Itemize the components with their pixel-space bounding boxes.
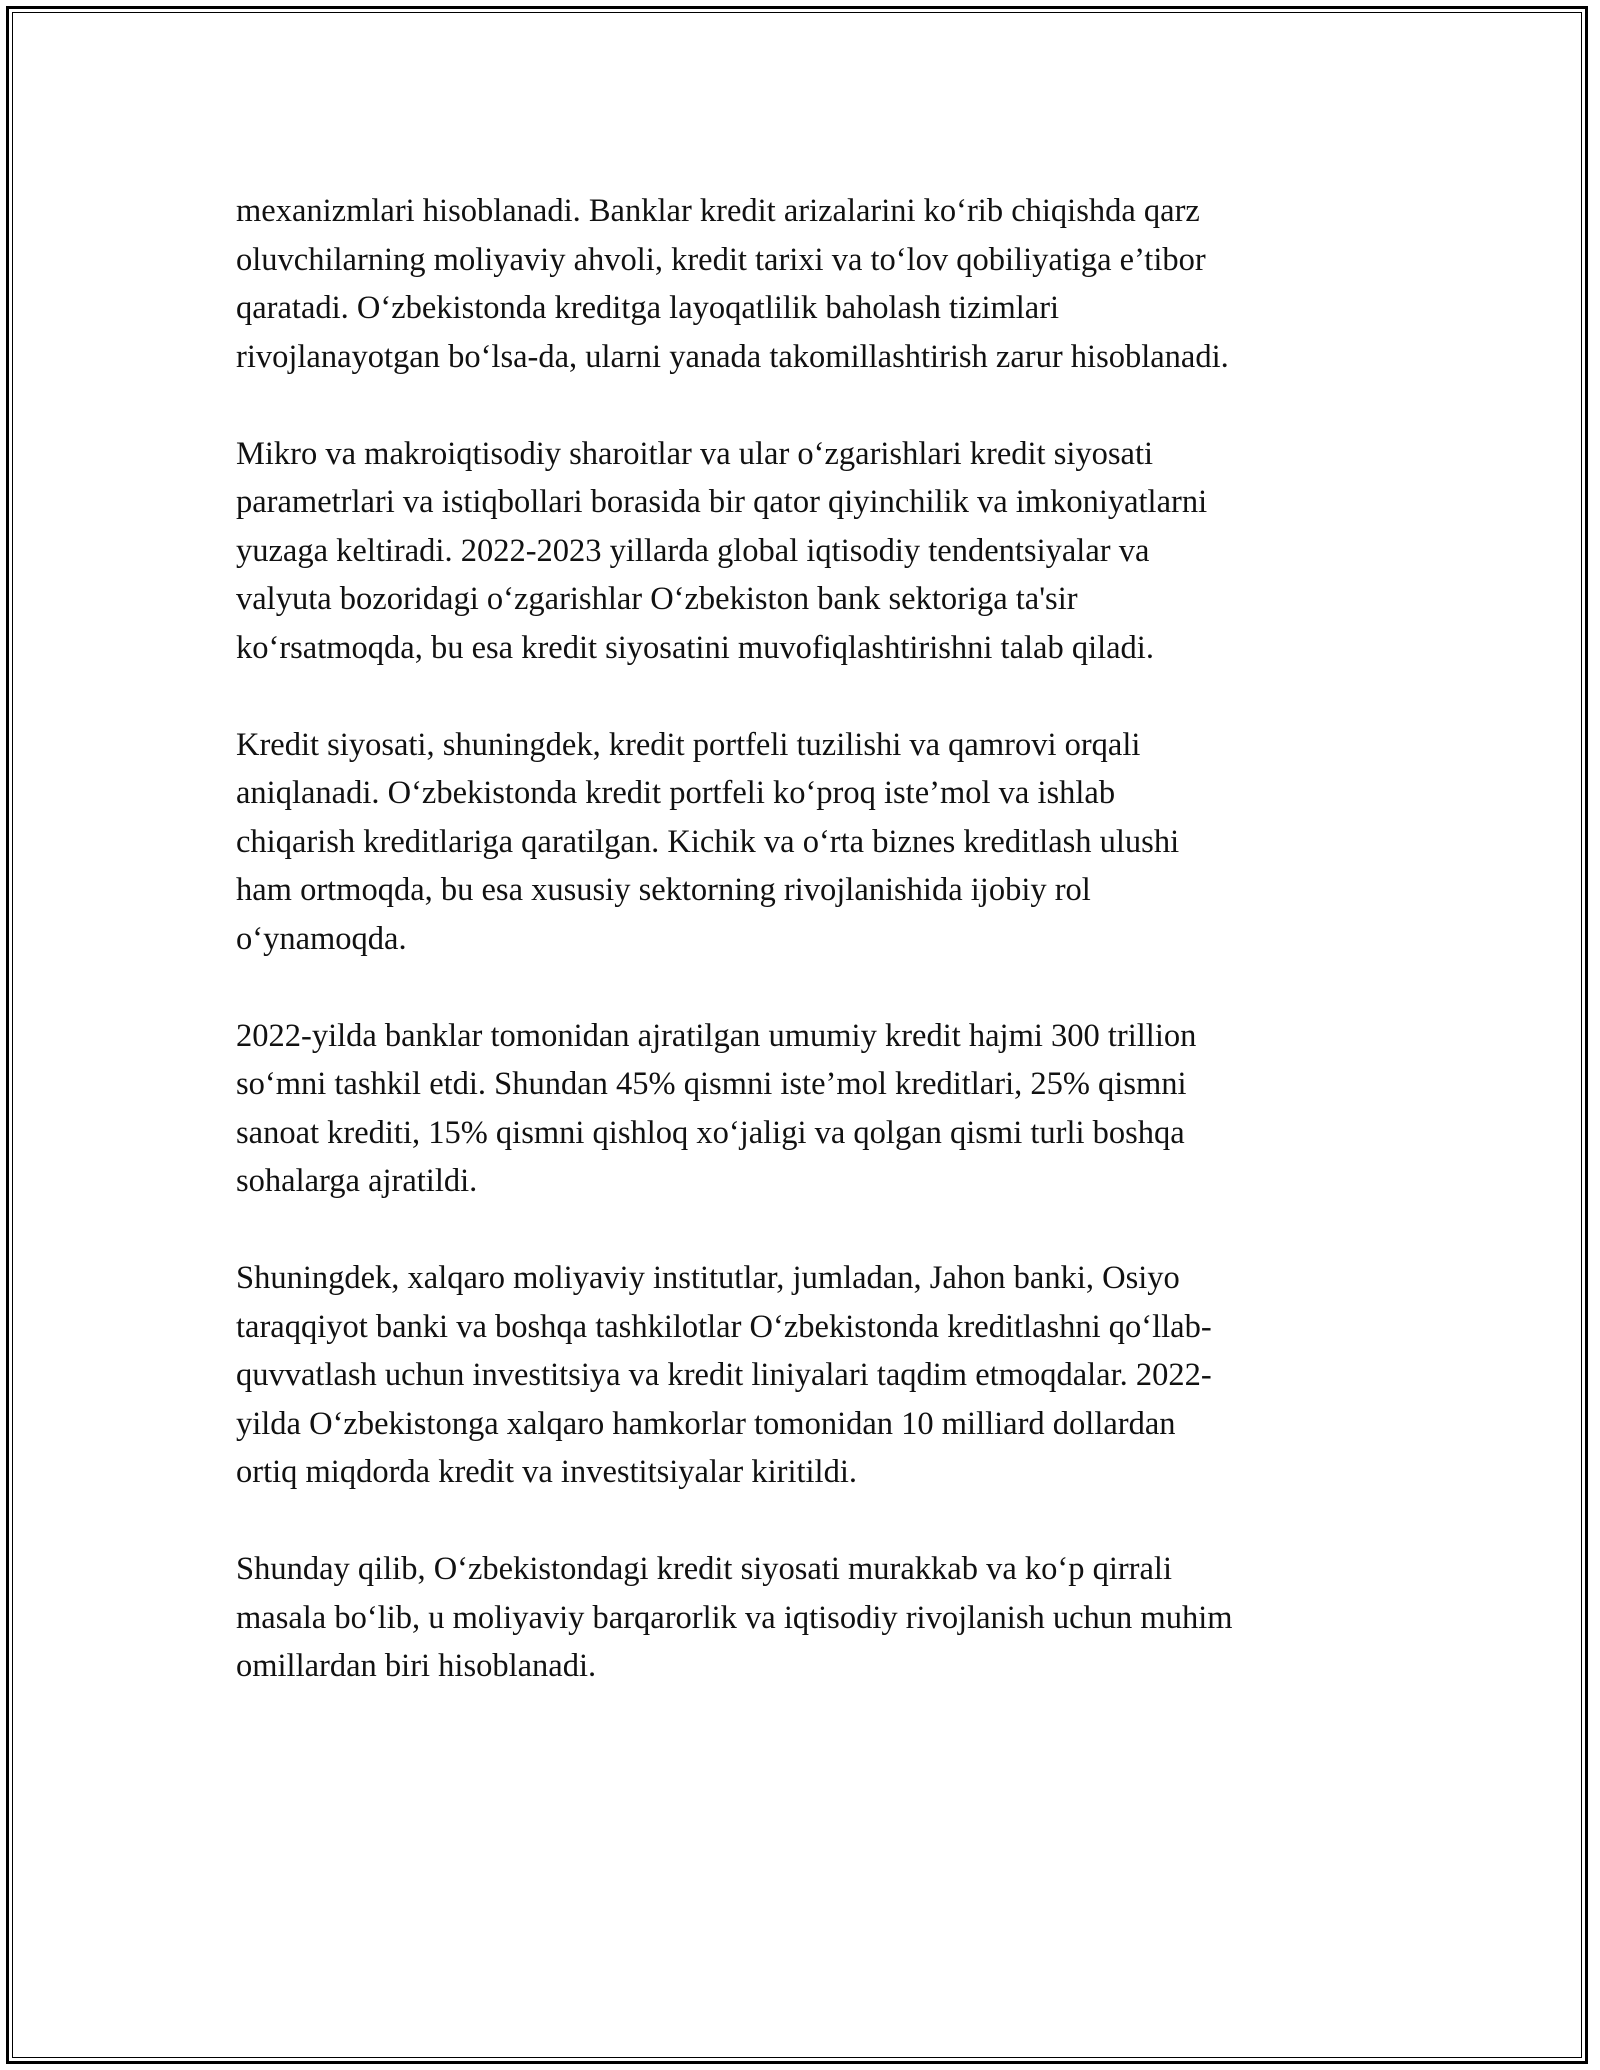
paragraph-conclusion: Shunday qilib, O‘zbekistondagi kredit siyosati murakkab va ko‘p qirrali masala bo‘lib, u moliyaviy barqarorlik va iqtisodiy rivojlanish uchun muhim omillardan biri hisoblanadi. [236,1551,1233,1684]
paragraph-macro-conditions: Mikro va makroiqtisodiy sharoitlar va ular o‘zgarishlari kredit siyosati parametrlari va istiqbollari borasida bir qator qiyinchilik va imkoniyatlarni yuzaga keltiradi. 2022-2023 yillarda global iqtisodiy tendentsiyalar va valyuta bozoridagi o‘zgarishlar O‘zbekiston bank sektoriga ta'sir ko‘rsatmoqda, bu esa kredit siyosatini muvofiqlashtirishni talab qiladi. [236,435,1208,666]
paragraph-international-institutions: Shuningdek, xalqaro moliyaviy institutlar, jumladan, Jahon banki, Osiyo taraqqiyot banki va boshqa tashkilotlar O‘zbekistonda kreditlashni qo‘llab- quvvatlash uchun investitsiya va kredit liniyalari taqdim etmoqdalar. 2022- yilda O‘zbekistonga xalqaro hamkorlar tomonidan 10 milliard dollardan ortiq miqdorda kredit va investitsiyalar kiritildi. [236,1260,1212,1490]
paragraph-credit-assessment: mexanizmlari hisoblanadi. Banklar kredit arizalarini ko‘rib chiqishda qarz oluvchilarning moliyaviy ahvoli, kredit tarixi va to‘lov qobiliyatiga e’tibor qaratadi. O‘zbekistonda kreditga layoqatlilik baholash tizimlari rivojlanayotgan bo‘lsa-da, ularni yanada takomillashtirish zarur hisoblanadi. [236,193,1229,375]
paragraph-credit-portfolio: Kredit siyosati, shuningdek, kredit portfeli tuzilishi va qamrovi orqali aniqlanadi. O‘zbekistonda kredit portfeli ko‘proq iste’mol va ishlab chiqarish kreditlariga qaratilgan. Kichik va o‘rta biznes kreditlash ulushi ham ortmoqda, bu esa xususiy sektorning rivojlanishida ijobiy rol o‘ynamoqda. [236,726,1180,957]
document-body [236,187,1386,1691]
paragraph-credit-volume-2022: 2022-yilda banklar tomonidan ajratilgan umumiy kredit hajmi 300 trillion so‘mni tashkil etdi. Shundan 45% qismni iste’mol kreditlari, 25% qismni sanoat krediti, 15% qismni qishloq xo‘jaligi va qolgan qismi turli boshqa sohalarga ajratildi. [236,1017,1197,1199]
